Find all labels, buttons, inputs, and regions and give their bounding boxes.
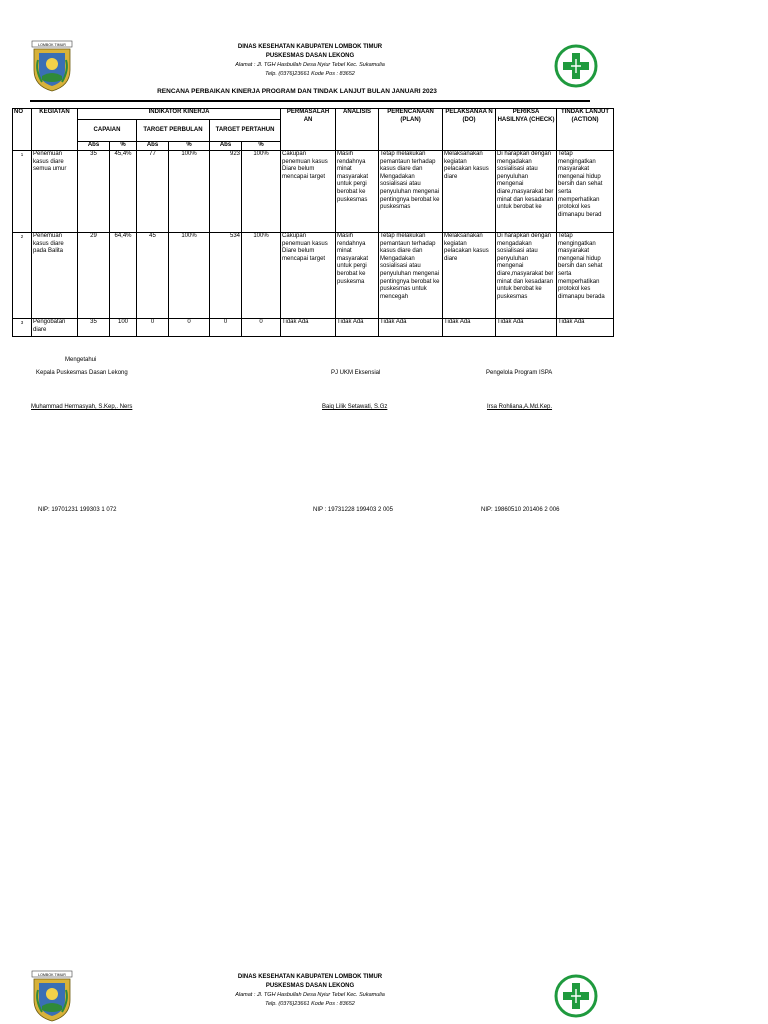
row-target-bulan-abs: 0: [137, 319, 169, 337]
row-plan: Tetap melakukan pemantaun terhadap kasus diare dan Mengadakan sosialisasi atau penyuluhan mengenai pentingnya berobat ke puskesmas: [379, 151, 443, 233]
pj-role: PJ UKM Eksensial: [331, 370, 381, 376]
row-no: 2: [13, 233, 32, 319]
pengelola-role: Pengelola Program ISPA: [486, 370, 553, 376]
row-target-tahun-abs: 0: [210, 319, 242, 337]
row-do: Melaksanakan kegiatan pelacakan kasus diare: [443, 233, 496, 319]
row-check: Di harapkan dengan mengadakan sosialisasi atau penyuluhan mengenai diare,masyarakat ber minat dan kesadaran untuk berobat ke: [496, 151, 557, 233]
row-kegiatan: Penemuan kasus diare pada Balita: [32, 233, 78, 319]
document-title: RENCANA PERBAIKAN KINERJA PROGRAM DAN TINDAK LANJUT BULAN JANUARI 2023: [157, 88, 437, 95]
row-no: 3: [13, 319, 32, 337]
row-plan: Tetap melakukan pemantaun terhadap kasus diare dan Mengadakan sosialisasi atau penyuluhan mengenai pentingnya berobat ke puskesmas untuk mencegah: [379, 233, 443, 319]
row-target-bulan-abs: 77: [137, 151, 169, 233]
row-target-bulan-pct: 0: [169, 319, 210, 337]
row-do: Tidak Ada: [443, 319, 496, 337]
header-pelaksanaan: PELAKSANAA N (DO): [443, 109, 496, 151]
row-capaian-pct: 100: [110, 319, 137, 337]
row-no: 1: [13, 151, 32, 233]
row-analisis: Masih rendahnya minat masyarakat untuk pergi berobat ke puskesma: [336, 233, 379, 319]
kepala-name: Muhammad Hermasyah, S.Kep,. Ners: [31, 404, 133, 410]
pj-name: Baiq Lilik Setawati, S.Gz: [322, 404, 388, 410]
header-tindak: TINDAK LANJUT (ACTION): [557, 109, 614, 151]
kepala-nip: NIP: 19701231 199303 1 072: [38, 507, 117, 513]
row-action: Tidak Ada: [557, 319, 614, 337]
row-target-bulan-abs: 45: [137, 233, 169, 319]
letterhead-text: [120, 972, 500, 1009]
header-perencanaan: PERENCANAAN (PLAN): [379, 109, 443, 151]
letterhead-unit: PUSKESMAS DASAN LEKONG: [265, 53, 355, 59]
pengelola-name: Irsa Rohliana,A.Md.Kep.: [487, 404, 553, 410]
row-permasalahan: Tidak Ada: [281, 319, 336, 337]
row-target-bulan-pct: 100%: [169, 233, 210, 319]
svg-text:LOMBOK TIMUR: LOMBOK TIMUR: [38, 972, 66, 977]
row-check: Tidak Ada: [496, 319, 557, 337]
letterhead-agency: DINAS KESEHATAN KABUPATEN LOMBOK TIMUR: [237, 44, 383, 50]
row-target-tahun-pct: 100%: [242, 233, 281, 319]
row-capaian-abs: 35: [78, 151, 110, 233]
row-capaian-abs: 35: [78, 319, 110, 337]
pengelola-nip: NIP: 19860510 201406 2 006: [481, 507, 560, 513]
letterhead-phone: Telp. (0376)23661 Kode Pos : 83652: [265, 1001, 355, 1007]
letterhead-rule: [30, 100, 590, 102]
row-permasalahan: Cakupan penemuan kasus Diare belum mencapai target: [281, 233, 336, 319]
lombok-timur-seal-icon: [30, 970, 74, 1022]
lombok-timur-seal-icon: [30, 40, 74, 92]
mengetahui-label: Mengetahui: [65, 357, 97, 363]
header-permasalahan: PERMASALAH AN: [281, 109, 336, 151]
header-target-pertahun: TARGET PERTAHUN: [210, 120, 281, 142]
row-plan: Tidak Ada: [379, 319, 443, 337]
row-target-bulan-pct: 100%: [169, 151, 210, 233]
row-analisis: Tidak Ada: [336, 319, 379, 337]
header-target-perbulan: TARGET PERBULAN: [137, 120, 210, 142]
header-analisis: ANALISIS: [336, 109, 379, 151]
letterhead-address: Alamat : Jl. TGH Hasbullah Desa Nyiur Tebel Kec. Sukamulia: [235, 992, 385, 998]
row-target-tahun-abs: 923: [210, 151, 242, 233]
header-indikator: INDIKATOR KINERJA: [78, 109, 281, 120]
row-kegiatan: Pengobatan diare: [32, 319, 78, 337]
pj-nip: NIP : 19731228 199403 2 005: [313, 507, 393, 513]
header-tt-abs: Abs: [210, 142, 242, 151]
letterhead-address: Alamat : Jl. TGH Hasbullah Desa Nyiur Tebel Kec. Sukamulia: [235, 62, 385, 68]
row-capaian-abs: 29: [78, 233, 110, 319]
row-action: Tetap mengingatkan masyarakat mengenai hidup bersih dan sehat serta memperhatikan protokol kes dimanapu berad: [557, 151, 614, 233]
header-capaian: CAPAIAN: [78, 120, 137, 142]
row-target-tahun-pct: 0: [242, 319, 281, 337]
header-periksa: PERIKSA HASILNYA (CHECK): [496, 109, 557, 151]
row-target-tahun-abs: 534: [210, 233, 242, 319]
letterhead-bottom: [30, 970, 590, 1024]
row-kegiatan: Penemuan kasus diare semua umur: [32, 151, 78, 233]
table-row: [13, 151, 614, 233]
header-no: NO: [13, 109, 32, 151]
row-action: Tetap mengingatkan masyarakat mengenai hidup bersih dan sehat serta memperhatikan protokol kes dimanapu berada: [557, 233, 614, 319]
row-analisis: Masih rendahnya minat masyarakat untuk pergi berobat ke puskesmas: [336, 151, 379, 233]
header-kegiatan: KEGIATAN: [32, 109, 78, 151]
row-do: Melaksanakan kegiatan pelacakan kasus diare: [443, 151, 496, 233]
header-tb-pct: %: [169, 142, 210, 151]
letterhead-phone: Telp. (0376)23661 Kode Pos : 83652: [265, 71, 355, 77]
header-tt-pct: %: [242, 142, 281, 151]
puskesmas-cross-icon: [554, 44, 598, 88]
letterhead-unit: PUSKESMAS DASAN LEKONG: [265, 983, 355, 989]
table-row: [13, 319, 614, 337]
header-tb-abs: Abs: [137, 142, 169, 151]
svg-text:LOMBOK TIMUR: LOMBOK TIMUR: [38, 42, 66, 47]
row-capaian-pct: 45,4%: [110, 151, 137, 233]
header-capaian-abs: Abs: [78, 142, 110, 151]
table-row: [13, 233, 614, 319]
row-check: Di harapkan dengan mengadakan sosialisasi atau penyuluhan mengenai diare,masyarakat ber minat dan kesadaran untuk berobat ke puskesmas: [496, 233, 557, 319]
puskesmas-cross-icon: [554, 974, 598, 1018]
row-permasalahan: Cakupan penemuan kasus Diare belum mencapai target: [281, 151, 336, 233]
header-capaian-pct: %: [110, 142, 137, 151]
performance-table: [12, 108, 614, 337]
row-target-tahun-pct: 100%: [242, 151, 281, 233]
letterhead-agency: DINAS KESEHATAN KABUPATEN LOMBOK TIMUR: [237, 974, 383, 980]
letterhead-text: [120, 42, 500, 79]
row-capaian-pct: 64,4%: [110, 233, 137, 319]
kepala-role: Kepala Puskesmas Dasan Lekong: [36, 370, 128, 376]
